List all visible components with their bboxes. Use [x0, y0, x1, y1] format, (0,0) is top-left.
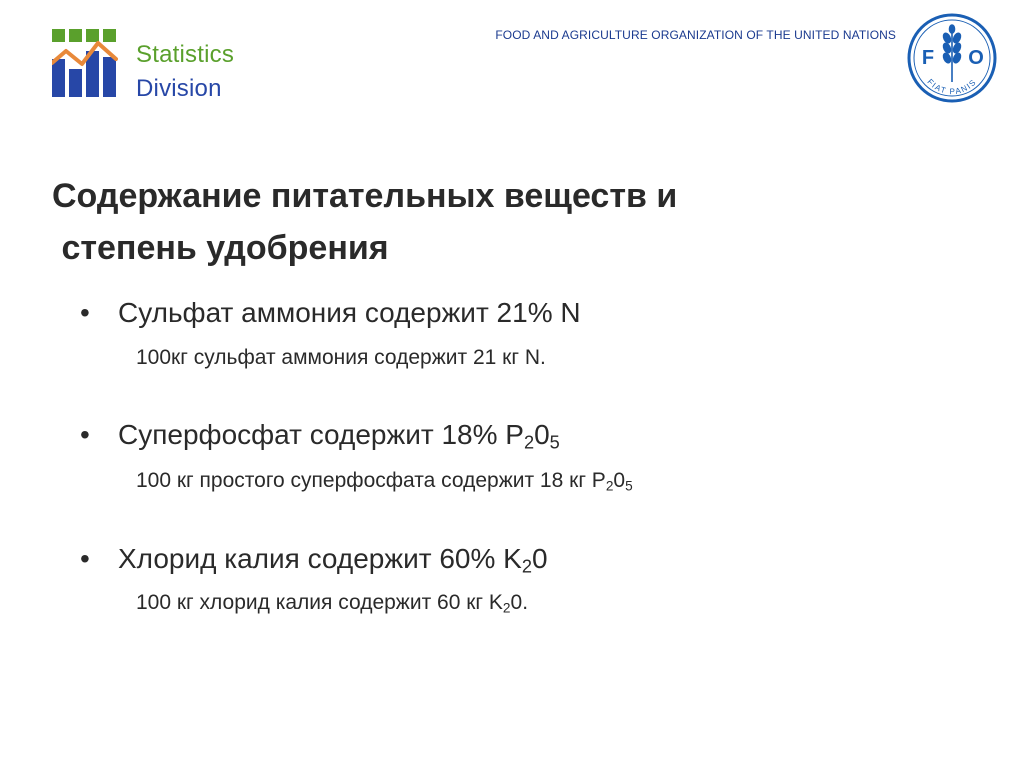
bullet-detail-text: 100 кг простого суперфосфата содержит 18 кг P: [136, 469, 606, 492]
statistics-division-logo-icon: [52, 29, 118, 97]
subscript: 2: [502, 600, 511, 616]
subscript: 2: [523, 432, 535, 453]
logo-text-division: Division: [136, 75, 222, 102]
bullet-text: Суперфосфат содержит 18% P: [118, 419, 524, 450]
bullet-detail: [136, 469, 633, 493]
organization-name: FOOD AND AGRICULTURE ORGANIZATION OF THE UNITED NATIONS: [495, 28, 896, 42]
logo-text: [136, 38, 234, 106]
bullet-dot: •: [80, 419, 90, 450]
subscript: 2: [605, 478, 614, 494]
bullet-detail: [136, 591, 528, 615]
bullet-text: Хлорид калия содержит 60% K: [118, 543, 522, 574]
page-title-line2: степень удобрения: [52, 229, 389, 267]
bullet-item: [80, 543, 548, 575]
logo-text-statistics: Statistics: [136, 41, 235, 68]
bullet-item: [80, 297, 581, 329]
bullet-text: Сульфат аммония содержит 21% N: [118, 297, 581, 328]
fao-emblem-icon: [906, 12, 998, 104]
fao-motto: FIAT PANIS: [925, 77, 979, 97]
formula-part: 0: [613, 469, 626, 492]
fao-letter-f: F: [921, 47, 935, 69]
subscript: 5: [549, 432, 560, 453]
bullet-dot: •: [80, 543, 90, 574]
formula-part: 0.: [510, 591, 529, 614]
bullet-detail-text: 100кг сульфат аммония содержит 21 кг N.: [136, 346, 546, 369]
bullet-detail-text: 100 кг хлорид калия содержит 60 кг K: [136, 591, 503, 614]
formula-part: 0: [534, 419, 550, 450]
page-title-line1: Содержание питательных веществ и: [52, 177, 678, 215]
subscript: 2: [521, 556, 532, 577]
bullet-detail: [136, 346, 546, 370]
bullet-item: [80, 419, 560, 451]
bullet-dot: •: [80, 297, 90, 328]
subscript: 5: [625, 478, 633, 494]
fao-letter-o: O: [968, 47, 984, 69]
page-title: [52, 170, 677, 274]
formula-part: 0: [531, 543, 548, 574]
